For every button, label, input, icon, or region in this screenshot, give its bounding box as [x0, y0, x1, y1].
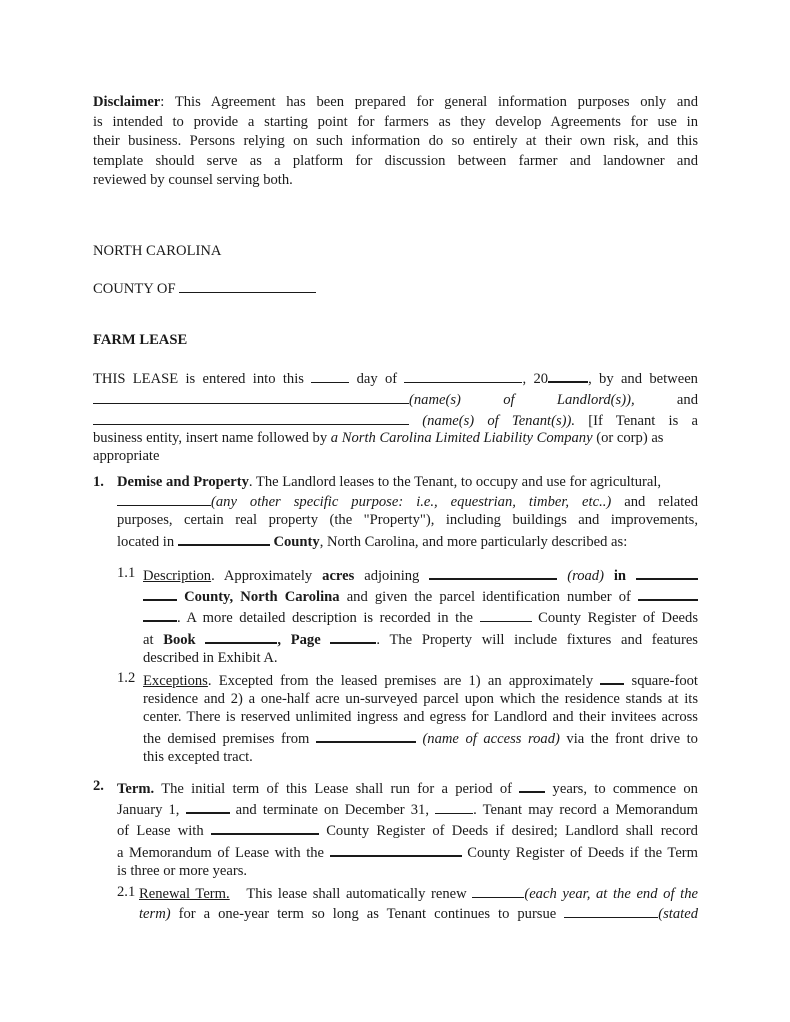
access-road-blank[interactable] [316, 727, 416, 743]
section-2-1-title: Renewal Term. [139, 886, 230, 902]
disclaimer-label: Disclaimer [93, 94, 161, 110]
month-blank[interactable] [404, 368, 522, 383]
county-name-blank-cont[interactable] [143, 585, 177, 601]
county-blank[interactable] [179, 278, 316, 293]
road-blank[interactable] [429, 564, 557, 580]
renewal-blank[interactable] [472, 883, 524, 898]
section-1-title: Demise and Property [117, 474, 249, 490]
section-2-term: 2. Term. The initial term of this Lease shall run for a period of years, to commence on January 1, and terminate on December 31, . Tenant may record a Memorandum of Lease with County Register of Deeds if desired; Landlord shall record a Memorandum of Lease with the County Register of Deeds if the Term is three or more years. [93, 778, 699, 879]
county-name-blank[interactable] [636, 564, 698, 580]
section-1-demise-and-property: 1. Demise and Property. The Landlord leases to the Tenant, to occupy and use for agricultural, (any other specific purpose: i.e., equestrian, timber, etc..) and related purposes, certain real property (the "Property"), including buildings and improvements, located in County, North Carolina, and more particularly described as: [93, 474, 699, 550]
disclaimer-line-5: reviewed by counsel serving both. [93, 172, 293, 189]
book-blank[interactable] [205, 628, 277, 644]
section-1-2-title: Exceptions [143, 673, 208, 689]
other-purpose-blank[interactable] [117, 491, 211, 506]
disclaimer-line-3: their business. Persons relying on such information do so entirely at their own risk, and this [93, 133, 698, 150]
disclaimer-line-2: is intended to provide a starting point for farmers as they develop Agreements for use in [93, 113, 698, 130]
disclaimer-line-1: Disclaimer: This Agreement has been prepared for general information purposes only and [93, 94, 698, 110]
intro-paragraph: THIS LEASE is entered into this day of , 20 , by and between (name(s) of Landlord(s)), and (name(s) of Tenant(s)). [If Tenant is a business entity, insert name followed by a North Carolina Limited Liability Company (or corp) as appropriate [93, 367, 698, 466]
tenant-name-blank[interactable] [93, 410, 409, 425]
register-county-blank[interactable] [480, 607, 532, 622]
county-location-blank[interactable] [178, 530, 270, 546]
landlord-name-blank[interactable] [93, 389, 409, 404]
section-1-1-title: Description [143, 568, 212, 584]
landlord-register-county-blank[interactable] [330, 841, 462, 857]
county-line: COUNTY OF [93, 278, 698, 300]
term-years-blank[interactable] [519, 777, 545, 793]
section-2-title: Term. [117, 781, 155, 797]
section-1-2-exceptions: 1.2 Exceptions. Excepted from the leased premises are 1) an approximately square-foot residence and 2) a one-half acre un-surveyed parcel upon which the residence stands at its center. There is reserved unlimited ingress and egress for Landlord and their invitees across the demised premises from (name of access road) via the front drive to this excepted tract. [117, 670, 698, 765]
tenant-register-county-blank[interactable] [211, 819, 319, 835]
page-title: FARM LEASE [93, 332, 188, 348]
year-blank[interactable] [548, 367, 588, 383]
section-2-1-renewal-term: 2.1 Renewal Term. This lease shall automatically renew (each year, at the end of the term) for a one-year term so long as Tenant continues to pursue (stated [117, 884, 698, 923]
state-heading: NORTH CAROLINA [93, 243, 222, 259]
parcel-id-blank-cont[interactable] [143, 606, 177, 622]
stated-purpose-blank[interactable] [564, 903, 658, 918]
section-1-1-description: 1.1 Description. Approximately acres adjoining (road) in County, North Carolina and given the parcel identification number of . A more detailed description is recorded in the County Register of Deeds at Book , Page . The Property will include fixtures and features described in Exhibit A. [117, 565, 699, 666]
parcel-id-blank[interactable] [638, 585, 698, 601]
day-blank[interactable] [311, 368, 349, 383]
page-blank[interactable] [330, 628, 376, 644]
start-year-blank[interactable] [186, 798, 230, 814]
end-year-blank[interactable] [435, 799, 473, 814]
disclaimer [93, 93, 698, 191]
square-foot-blank[interactable] [600, 669, 624, 685]
disclaimer-line-4: template should serve as a platform for discussion between farmer and landowner and [93, 152, 698, 169]
